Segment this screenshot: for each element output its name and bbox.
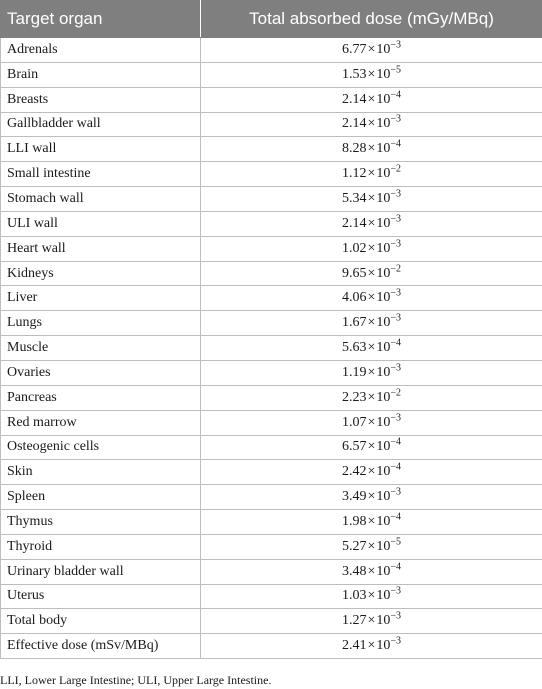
dose-cell [201,336,542,361]
dose-mantissa: 5.34 [341,190,367,206]
table-row [1,112,542,137]
dose-base: 10 [376,588,391,604]
dose-times-sign: × [367,290,376,306]
dose-base: 10 [376,414,391,430]
table-row [1,187,542,212]
dose-mantissa: 6.77 [341,41,367,57]
dose-base: 10 [376,613,391,629]
dose-cell [201,534,542,559]
table-row [1,162,542,187]
table-row [1,584,542,609]
table-row [1,38,542,63]
dose-mantissa: 1.53 [341,66,367,82]
dose-mantissa: 1.03 [341,588,367,604]
dose-times-sign: × [367,613,376,629]
dose-mantissa: 1.07 [341,414,367,430]
dose-base: 10 [376,166,391,182]
dose-cell [201,311,542,336]
dose-base: 10 [376,66,391,82]
dose-exponent: −5 [390,536,402,548]
dose-times-sign: × [367,166,376,182]
organ-cell: Effective dose (mSv/MBq) [1,634,201,659]
dose-exponent: −4 [390,88,402,100]
dose-cell [201,360,542,385]
table-row [1,211,542,236]
dose-base: 10 [376,315,391,331]
dose-exponent: −3 [390,585,402,597]
table-row [1,236,542,261]
table-row [1,62,542,87]
dose-cell [201,410,542,435]
organ-cell: Thymus [1,510,201,535]
organ-cell: Muscle [1,336,201,361]
dose-exponent: −5 [390,64,402,76]
header-row [1,1,542,38]
table-body [1,38,542,659]
dose-cell [201,112,542,137]
dose-mantissa: 1.19 [341,364,367,380]
dose-times-sign: × [367,141,376,157]
dose-mantissa: 5.63 [341,340,367,356]
dose-times-sign: × [367,389,376,405]
dose-exponent: −3 [390,238,402,250]
dose-cell [201,559,542,584]
dose-base: 10 [376,538,391,554]
dose-mantissa: 6.57 [341,439,367,455]
dose-base: 10 [376,265,391,281]
dose-mantissa: 8.28 [341,141,367,157]
table-row [1,336,542,361]
dose-exponent: −4 [390,138,402,150]
dose-mantissa: 2.14 [341,116,367,132]
dose-mantissa: 2.14 [341,91,367,107]
dose-times-sign: × [367,41,376,57]
table-row [1,435,542,460]
table-header [1,1,542,38]
organ-cell: Uterus [1,584,201,609]
dose-cell [201,137,542,162]
dose-mantissa: 1.67 [341,315,367,331]
organ-cell: Stomach wall [1,187,201,212]
dose-cell [201,485,542,510]
dose-cell [201,187,542,212]
dose-mantissa: 1.98 [341,513,367,529]
dose-mantissa: 1.27 [341,613,367,629]
organ-cell: Lungs [1,311,201,336]
dose-base: 10 [376,389,391,405]
dose-times-sign: × [367,215,376,231]
dose-mantissa: 3.49 [341,489,367,505]
table-row [1,360,542,385]
header-target-organ: Target organ [1,1,201,38]
dose-times-sign: × [367,190,376,206]
table-row [1,460,542,485]
dose-cell [201,385,542,410]
dose-times-sign: × [367,638,376,654]
dose-exponent: −4 [390,461,402,473]
dose-cell [201,510,542,535]
dose-times-sign: × [367,364,376,380]
organ-cell: Liver [1,286,201,311]
dose-exponent: −3 [390,213,402,225]
dose-base: 10 [376,489,391,505]
dose-exponent: −3 [390,411,402,423]
dose-cell [201,609,542,634]
table-row [1,385,542,410]
dose-mantissa: 2.23 [341,389,367,405]
dose-times-sign: × [367,240,376,256]
table-row [1,87,542,112]
table-row [1,534,542,559]
dose-mantissa: 2.14 [341,215,367,231]
dose-cell [201,38,542,63]
organ-cell: ULI wall [1,211,201,236]
dose-times-sign: × [367,66,376,82]
dose-base: 10 [376,91,391,107]
table-row [1,311,542,336]
organ-cell: Spleen [1,485,201,510]
dose-mantissa: 4.06 [341,290,367,306]
dose-cell [201,62,542,87]
dose-cell [201,261,542,286]
dose-cell [201,634,542,659]
dose-times-sign: × [367,489,376,505]
dose-exponent: −4 [390,436,402,448]
dose-base: 10 [376,240,391,256]
dose-exponent: −3 [390,362,402,374]
dose-cell [201,584,542,609]
dose-mantissa: 2.41 [341,638,367,654]
dose-base: 10 [376,41,391,57]
organ-cell: Ovaries [1,360,201,385]
dose-exponent: −2 [390,163,402,175]
dose-cell [201,286,542,311]
dose-base: 10 [376,563,391,579]
dose-times-sign: × [367,588,376,604]
table-footnote: LLI, Lower Large Intestine; ULI, Upper Large Intestine. [0,673,272,687]
dose-exponent: −3 [390,312,402,324]
organ-cell: Total body [1,609,201,634]
dose-cell [201,162,542,187]
dose-times-sign: × [367,315,376,331]
organ-cell: Urinary bladder wall [1,559,201,584]
dose-exponent: −3 [390,39,402,51]
table-row [1,559,542,584]
dose-times-sign: × [367,439,376,455]
dose-times-sign: × [367,538,376,554]
dose-times-sign: × [367,91,376,107]
dose-mantissa: 9.65 [341,265,367,281]
organ-cell: Kidneys [1,261,201,286]
dose-times-sign: × [367,563,376,579]
dose-times-sign: × [367,513,376,529]
dose-cell [201,87,542,112]
organ-cell: Breasts [1,87,201,112]
organ-cell: LLI wall [1,137,201,162]
organ-cell: Brain [1,62,201,87]
dose-mantissa: 1.02 [341,240,367,256]
dose-exponent: −3 [390,486,402,498]
dose-mantissa: 3.48 [341,563,367,579]
dose-exponent: −4 [390,560,402,572]
dose-times-sign: × [367,464,376,480]
table-row [1,137,542,162]
dose-exponent: −3 [390,188,402,200]
table-row [1,286,542,311]
organ-cell: Skin [1,460,201,485]
table-row [1,510,542,535]
dose-base: 10 [376,364,391,380]
organ-cell: Adrenals [1,38,201,63]
organ-cell: Red marrow [1,410,201,435]
dose-base: 10 [376,141,391,157]
organ-cell: Gallbladder wall [1,112,201,137]
dose-cell [201,460,542,485]
dose-times-sign: × [367,414,376,430]
dose-exponent: −2 [390,262,402,274]
dose-exponent: −3 [390,610,402,622]
dose-base: 10 [376,340,391,356]
organ-cell: Osteogenic cells [1,435,201,460]
header-total-absorbed-dose: Total absorbed dose (mGy/MBq) [201,1,542,38]
dose-exponent: −4 [390,511,402,523]
dose-exponent: −2 [390,387,402,399]
dose-base: 10 [376,116,391,132]
dose-mantissa: 1.12 [341,166,367,182]
dose-cell [201,211,542,236]
organ-cell: Heart wall [1,236,201,261]
table-row [1,261,542,286]
dose-times-sign: × [367,116,376,132]
dose-base: 10 [376,513,391,529]
dose-base: 10 [376,215,391,231]
dose-cell [201,236,542,261]
dose-times-sign: × [367,340,376,356]
dose-base: 10 [376,290,391,306]
table-row [1,485,542,510]
table-row [1,410,542,435]
dose-base: 10 [376,190,391,206]
dose-base: 10 [376,464,391,480]
dose-base: 10 [376,439,391,455]
dose-exponent: −4 [390,337,402,349]
dose-times-sign: × [367,265,376,281]
dose-exponent: −3 [390,635,402,647]
dose-cell [201,435,542,460]
dose-base: 10 [376,638,391,654]
dose-exponent: −3 [390,113,402,125]
dose-mantissa: 5.27 [341,538,367,554]
dose-exponent: −3 [390,287,402,299]
organ-cell: Small intestine [1,162,201,187]
table-row [1,634,542,659]
organ-cell: Pancreas [1,385,201,410]
organ-cell: Thyroid [1,534,201,559]
table-row [1,609,542,634]
dose-mantissa: 2.42 [341,464,367,480]
